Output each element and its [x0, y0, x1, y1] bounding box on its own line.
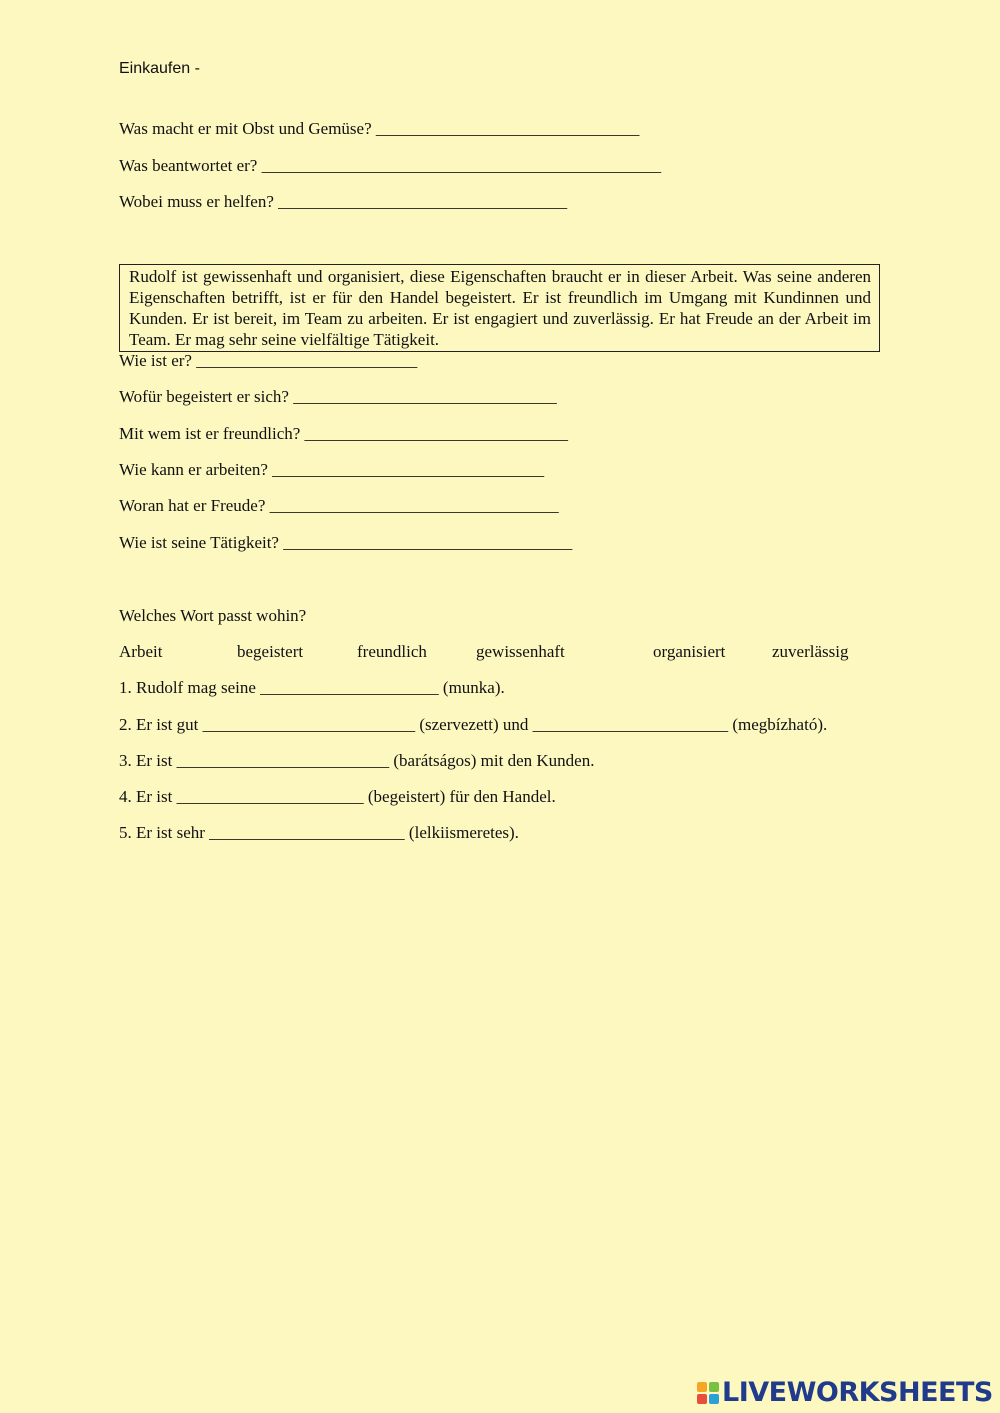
question-5: Wofür begeistert er sich? _______________________________: [119, 387, 557, 406]
question-4: Wie ist er? __________________________: [119, 351, 418, 370]
reading-text-box: Rudolf ist gewissenhaft und organisiert, diese Eigenschaften braucht er in dieser Arbeit. Was seine anderen Eigenschaften betrifft, ist er für den Handel begeistert. Er ist freundlich im Umgang mit Kundinnen und Kunden. Er ist bereit, im Team zu arbeiten. Er ist engagiert und zuverlässig. Er hat Freude an der Arbeit im Team. Er mag sehr seine vielfältige Tätigkeit.: [119, 264, 880, 352]
question-6: Mit wem ist er freundlich? _______________________________: [119, 424, 569, 443]
question-2: Was beantwortet er? _______________________________________________: [119, 156, 662, 175]
sentence-3: 3. Er ist _________________________ (barátságos) mit den Kunden.: [119, 751, 595, 770]
question-3: Wobei muss er helfen? __________________________________: [119, 192, 568, 211]
page-title: Einkaufen -: [119, 60, 200, 77]
exercise-heading: Welches Wort passt wohin?: [119, 606, 307, 625]
sentence-4: 4. Er ist ______________________ (begeistert) für den Handel.: [119, 787, 556, 806]
liveworksheets-logo: [697, 1378, 993, 1408]
word-bank-begeistert: begeistert: [237, 642, 304, 661]
sentence-2: 2. Er ist gut _________________________ (szervezett) und _______________________ (megbízható).: [119, 715, 828, 734]
word-bank-arbeit: Arbeit: [119, 642, 163, 661]
sentence-5: 5. Er ist sehr _______________________ (lelkiismeretes).: [119, 823, 519, 842]
logo-block: [709, 1394, 719, 1404]
question-1: Was macht er mit Obst und Gemüse? _______________________________: [119, 119, 640, 138]
logo-block: [697, 1394, 707, 1404]
question-7: Wie kann er arbeiten? ________________________________: [119, 460, 545, 479]
question-8: Woran hat er Freude? __________________________________: [119, 496, 559, 515]
sentence-1: 1. Rudolf mag seine _____________________ (munka).: [119, 678, 505, 697]
question-9: Wie ist seine Tätigkeit? __________________________________: [119, 533, 573, 552]
logo-block: [709, 1382, 719, 1392]
word-bank-zuverlaessig: zuverlässig: [772, 642, 849, 661]
word-bank-freundlich: freundlich: [357, 642, 427, 661]
word-bank-gewissenhaft: gewissenhaft: [476, 642, 565, 661]
logo-blocks-icon: [697, 1382, 719, 1404]
word-bank-organisiert: organisiert: [653, 642, 726, 661]
logo-block: [697, 1382, 707, 1392]
logo-text: LIVEWORKSHEETS: [722, 1377, 993, 1408]
